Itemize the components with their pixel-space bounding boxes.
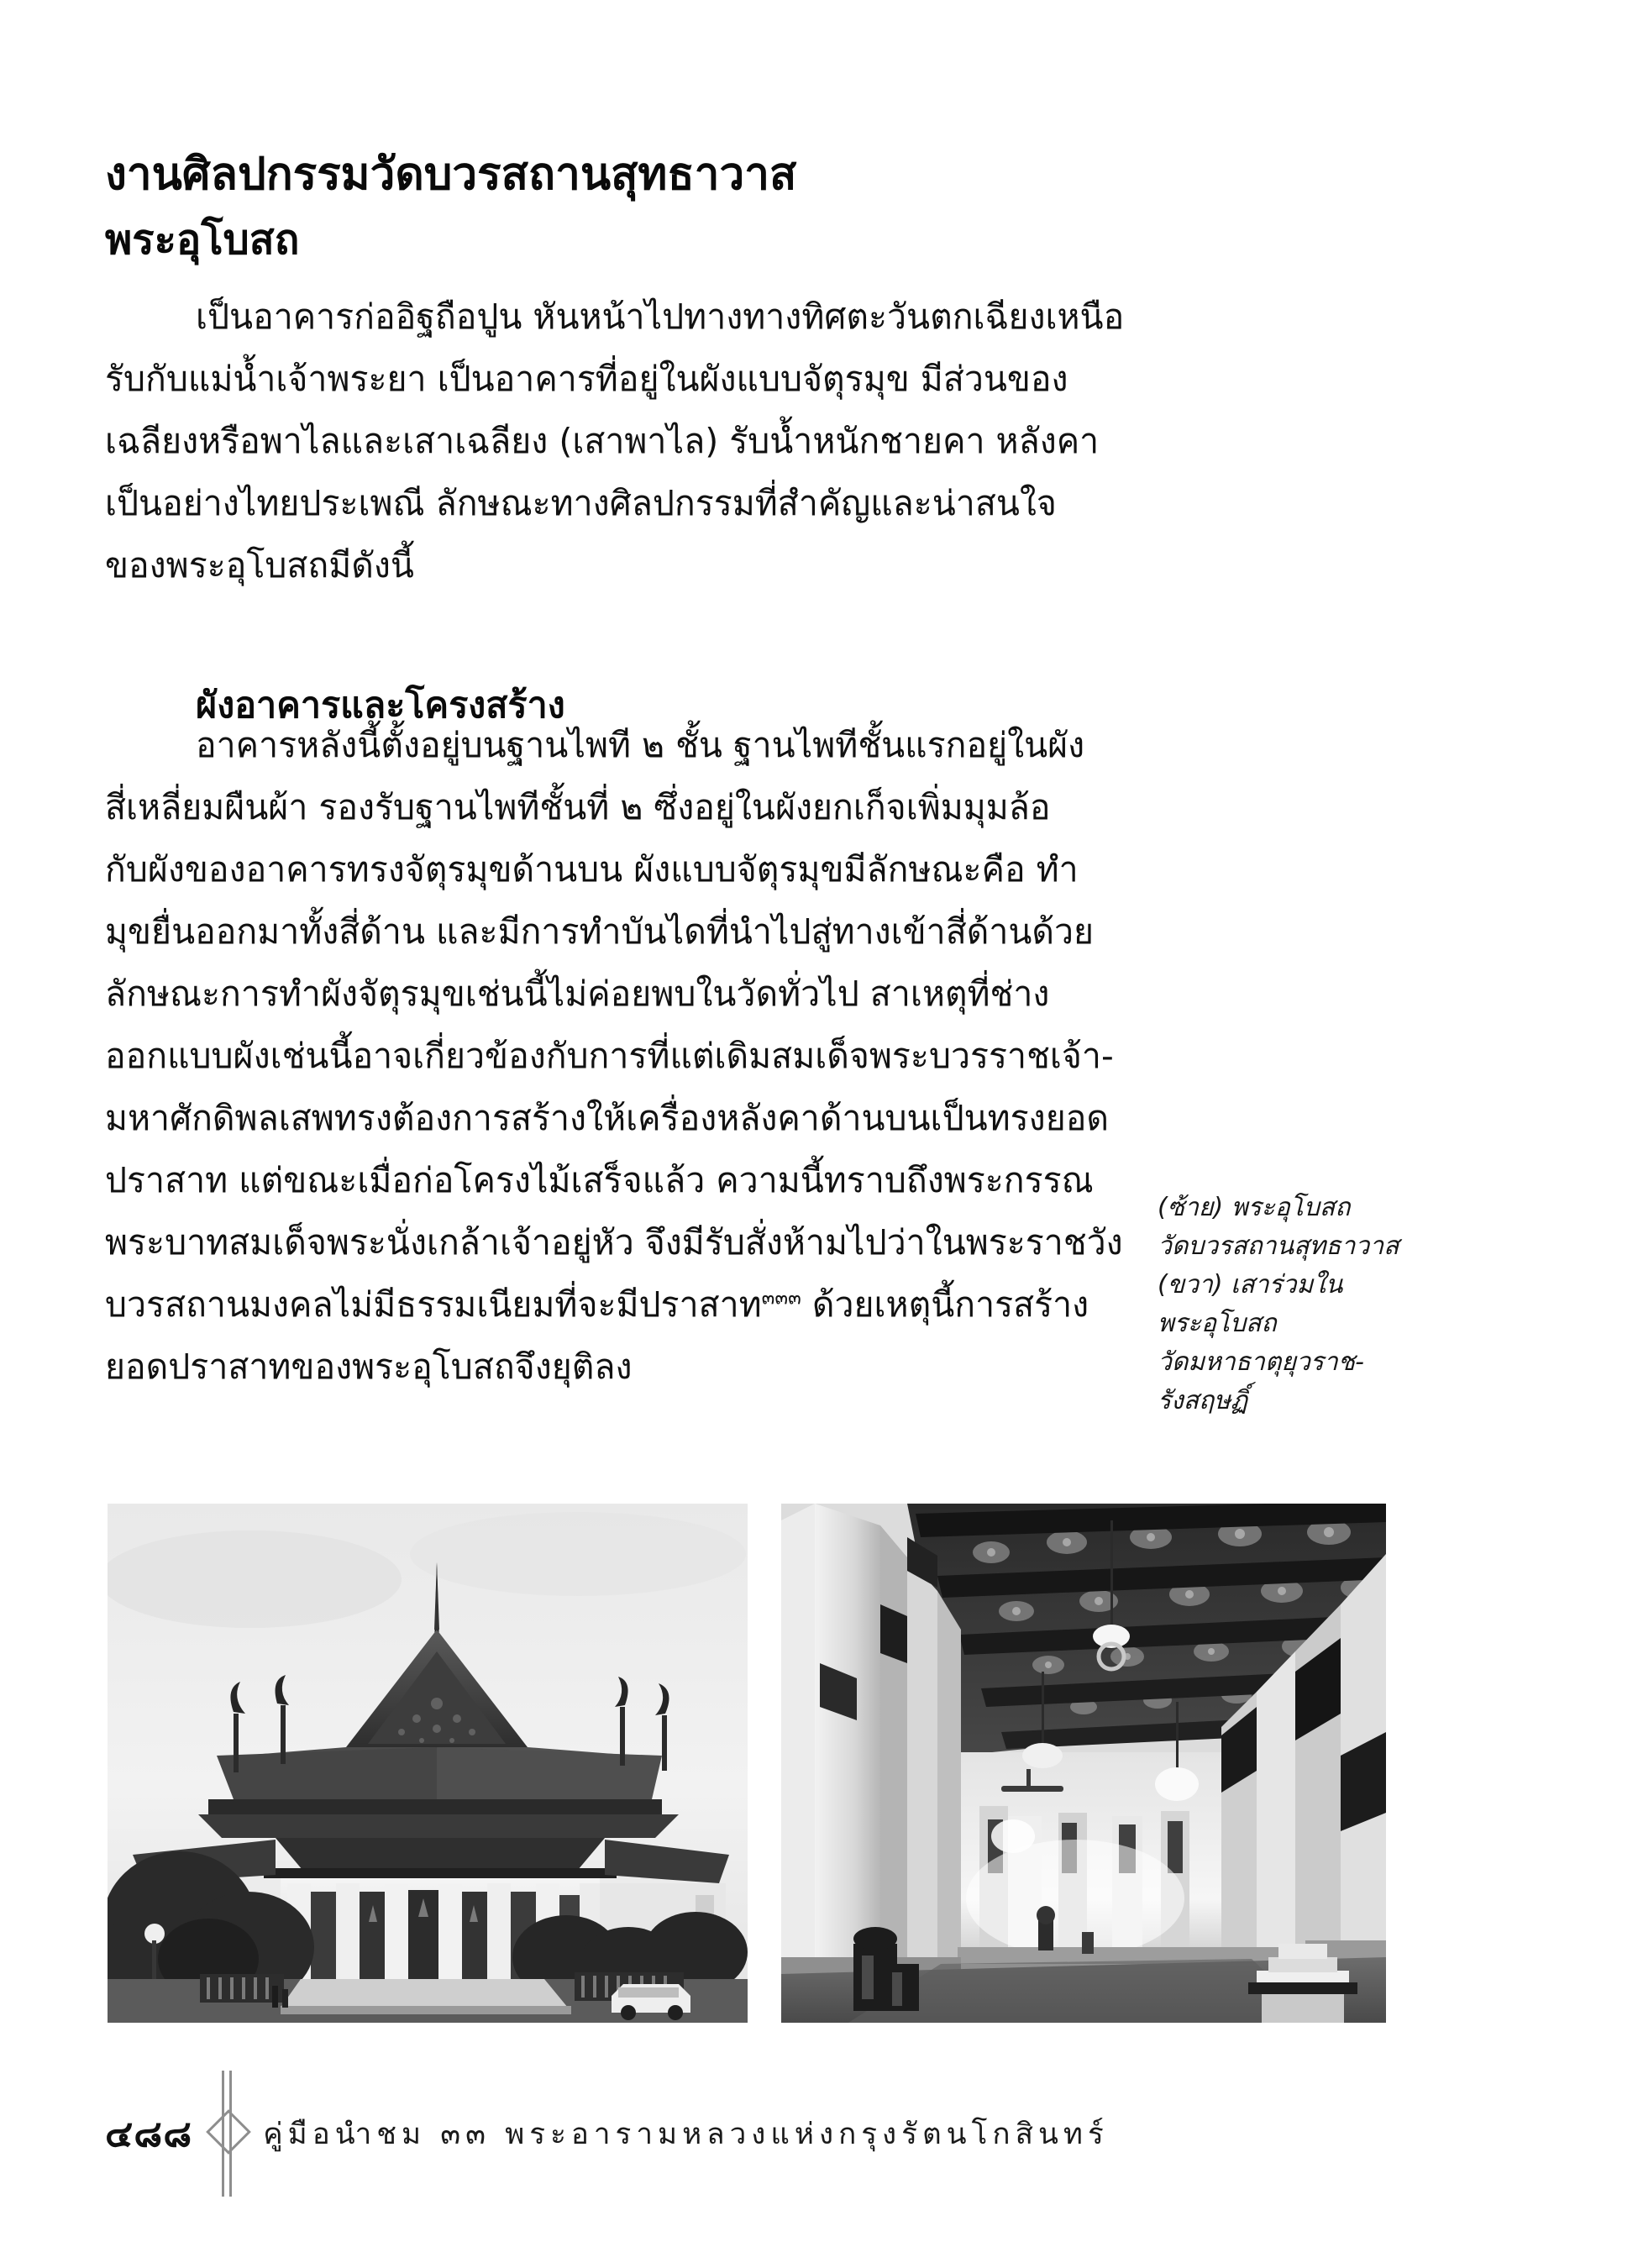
body-line: ออกแบบผังเช่นนี้อาจเกี่ยวข้องกับการที่แต่เดิมสมเด็จพระบวรราชเจ้า- (105, 1036, 1114, 1076)
caption-line: รังสฤษฏิ์ (1158, 1386, 1248, 1415)
body-line: เฉลียงหรือพาไลและเสาเฉลียง (เสาพาไล) รับน้ำหนักชายคา หลังคา (105, 421, 1100, 461)
caption-line: วัดบวรสถานสุทธาวาส (1158, 1231, 1399, 1261)
body-line: ลักษณะการทำผังจัตุรมุขเช่นนี้ไม่ค่อยพบในวัดทั่วไป สาเหตุที่ช่าง (105, 974, 1050, 1014)
exterior-photo-graphic (108, 1504, 748, 2023)
page-title: งานศิลปกรรมวัดบวรสถานสุทธาวาส (105, 149, 797, 200)
figure-caption (1158, 1189, 1510, 1420)
plan-paragraph (105, 714, 1123, 1398)
interior-photo-graphic (781, 1504, 1386, 2023)
ubosot-exterior-photo (108, 1504, 748, 2023)
page-footer (105, 2100, 1109, 2167)
footnote-line-prefix: บวรสถานมงคลไม่มีธรรมเนียมที่จะมีปราสาท (105, 1284, 762, 1325)
ubosot-interior-columns-photo (781, 1504, 1386, 2023)
body-line: ปราสาท แต่ขณะเมื่อก่อโครงไม้เสร็จแล้ว ความนี้ทราบถึงพระกรรณ (105, 1160, 1094, 1200)
intro-paragraph (105, 286, 1125, 596)
body-line: พระบาทสมเด็จพระนั่งเกล้าเจ้าอยู่หัว จึงมีรับสั่งห้ามไปว่าในพระราชวัง (105, 1222, 1123, 1263)
body-line: มหาศักดิพลเสพทรงต้องการสร้างให้เครื่องหลังคาด้านบนเป็นทรงยอด (105, 1098, 1109, 1138)
body-line: เป็นอาคารก่ออิฐถือปูน หันหน้าไปทางทางทิศตะวันตกเฉียงเหนือ (196, 297, 1125, 337)
body-line: อาคารหลังนี้ตั้งอยู่บนฐานไพที ๒ ชั้น ฐานไพทีชั้นแรกอยู่ในผัง (196, 725, 1085, 765)
diamond-ornament-icon (201, 2071, 251, 2197)
section-subtitle: พระอุโบสถ (105, 216, 300, 264)
caption-line: (ขวา) เสาร่วมใน (1158, 1270, 1343, 1299)
footnote-line-suffix: ด้วยเหตุนี้การสร้าง (801, 1284, 1089, 1325)
caption-line: วัดมหาธาตุยุวราช- (1158, 1347, 1364, 1377)
body-line: ของพระอุโบสถมีดังนี้ (105, 545, 414, 585)
body-line: กับผังของอาคารทรงจัตุรมุขด้านบน ผังแบบจัตุรมุขมีลักษณะคือ ทำ (105, 849, 1079, 890)
caption-line: (ซ้าย) พระอุโบสถ (1158, 1193, 1351, 1222)
caption-line: พระอุโบสถ (1158, 1309, 1277, 1338)
body-line: เป็นอย่างไทยประเพณี ลักษณะทางศิลปกรรมที่สำคัญและน่าสนใจ (105, 483, 1057, 523)
body-line: มุขยื่นออกมาทั้งสี่ด้าน และมีการทำบันไดที่นำไปสู่ทางเข้าสี่ด้านด้วย (105, 911, 1095, 952)
subsection-heading: ผังอาคารและโครงสร้าง (196, 685, 565, 727)
running-title: คู่มือนำชม ๓๓ พระอารามหลวงแห่งกรุงรัตนโกสินทร์ (263, 2117, 1109, 2151)
body-line: สี่เหลี่ยมผืนผ้า รองรับฐานไพทีชั้นที่ ๒ ซึ่งอยู่ในผังยกเก็จเพิ่มมุมล้อ (105, 787, 1051, 827)
body-line: ยอดปราสาทของพระอุโบสถจึงยุติลง (105, 1347, 633, 1387)
footnote-reference-marker: ๓๓๓ (761, 1287, 801, 1310)
body-line-with-footnote (105, 1273, 1117, 1336)
body-line: รับกับแม่น้ำเจ้าพระยา เป็นอาคารที่อยู่ในผังแบบจัตุรมุข มีส่วนของ (105, 359, 1068, 399)
folio-page-number: ๔๘๘ (105, 2113, 193, 2155)
